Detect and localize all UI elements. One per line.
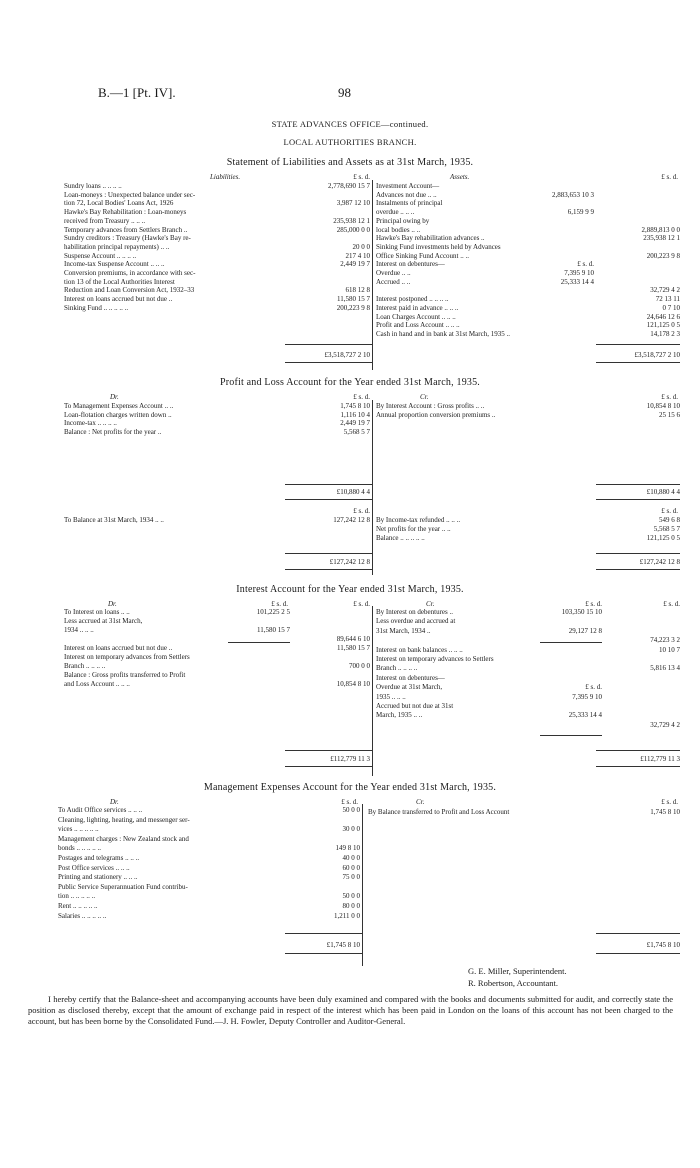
- liability-label: habilitation principal repayments) .. ..: [64, 242, 170, 251]
- pl-debit-amount: 1,116 10 4: [340, 410, 370, 419]
- int-debit-label: Interest on loans accrued but not due ..: [64, 644, 173, 652]
- mgmt-debit-amount: 60 0 0: [342, 863, 360, 872]
- mgmt-debit-amount: 80 0 0: [342, 902, 360, 910]
- liability-amount: 618 12 8: [345, 286, 370, 295]
- page-number: 98: [338, 85, 351, 100]
- pl-rule5: [285, 553, 372, 554]
- int-debit-amount: 89,644 6 10: [336, 635, 370, 643]
- asset-label: Interest postponed .. .. .. ..: [376, 295, 449, 304]
- liability-amount: 217 4 10: [345, 251, 370, 260]
- pl-credit2-amount: 549 6 8: [659, 516, 680, 524]
- int-credit-label: Interest on bank balances .. .. ..: [376, 645, 463, 654]
- int-rule4: [596, 766, 680, 767]
- pl-dr-total: £10,880 4 4: [336, 488, 370, 496]
- pl-dr: Dr.: [110, 393, 119, 401]
- mgmt-debit-amount: 30 0 0: [342, 825, 360, 834]
- pl-cr-total: £10,880 4 4: [646, 488, 680, 496]
- int-rule2: [596, 750, 680, 751]
- mgmt-rule1: [285, 933, 362, 934]
- pl-debit-amount: 1,745 8 10: [340, 402, 370, 410]
- assets-heading: Assets.: [450, 173, 470, 181]
- int-credit-label: 1935 .. .. ..: [376, 692, 406, 701]
- asset-amount: 14,178 2 3: [650, 329, 680, 338]
- int-debit-label: To Interest on loans .. ..: [64, 608, 130, 616]
- int-debit-label: Balance : Gross profits transferred to Profit: [64, 671, 186, 679]
- bs-divider: [372, 180, 373, 370]
- pl-credit2-amount: 5,568 5 7: [653, 525, 680, 533]
- bs-assets-rule2: [596, 362, 680, 363]
- pl-rule3: [285, 499, 372, 500]
- int-cr-subrule2: [540, 735, 602, 736]
- int-debit-label: 1934 .. .. ..: [64, 626, 94, 634]
- liability-label: tion 13 of the Local Authorities Interest: [64, 277, 175, 286]
- int-debit-label: Branch .. .. .. ..: [64, 662, 106, 670]
- int-credit-subamount: 7,395 9 10: [572, 692, 602, 701]
- int-credit-subamount: £ s. d.: [585, 683, 602, 692]
- balance-sheet-title: Statement of Liabilities and Assets as at 31st March, 1935.: [226, 157, 474, 168]
- int-credit-amount: 74,223 3 2: [650, 636, 680, 645]
- int-debit-label: Interest on temporary advances from Settlers: [64, 653, 190, 661]
- liability-label: Suspense Account .. .. .. ..: [64, 251, 137, 260]
- liability-label: Conversion premiums, in accordance with sec-: [64, 269, 196, 277]
- int-cr-lsd2: £ s. d.: [663, 600, 680, 608]
- asset-amount: 32,729 4 2: [650, 286, 680, 295]
- liability-amount: 11,580 15 7: [337, 295, 370, 304]
- asset-amount: 24,646 12 6: [646, 312, 680, 321]
- asset-subamount: 2,883,653 10 3: [552, 190, 594, 199]
- asset-amount: 121,125 0 5: [646, 321, 680, 330]
- int-credit-amount: 32,729 4 2: [650, 720, 680, 729]
- pl-debit2-amount: 127,242 12 8: [333, 516, 370, 524]
- liability-label: Loan-moneys : Unexpected balance under sec-: [64, 190, 196, 199]
- pl-debit-amount: 5,568 5 7: [343, 427, 370, 436]
- pl-rule1: [285, 484, 372, 485]
- int-dr: Dr.: [108, 600, 117, 608]
- int-debit-amount: 10,854 8 10: [336, 680, 370, 688]
- mgmt-dr-total: £1,745 8 10: [326, 941, 360, 949]
- pl-rule8: [596, 569, 680, 570]
- int-dr-lsd2: £ s. d.: [353, 600, 370, 608]
- liability-amount: 2,778,690 15 7: [328, 182, 370, 190]
- mgmt-debit-label: Management charges : New Zealand stock and: [58, 834, 189, 843]
- liability-label: Temporary advances from Settlers Branch ..: [64, 225, 188, 234]
- pl-divider: [372, 400, 373, 575]
- int-debit-amount: 11,580 15 7: [337, 644, 370, 652]
- int-debit-subamount: 101,225 2 5: [256, 608, 290, 616]
- pl-credit-amount: 10,854 8 10: [646, 402, 680, 410]
- int-credit-subamount: 103,350 15 10: [561, 608, 602, 616]
- int-dr-total: £112,779 11 3: [330, 755, 370, 763]
- mgmt-debit-label: Printing and stationery .. .. ..: [58, 873, 138, 882]
- int-credit-label: 31st March, 1934 ..: [376, 626, 431, 635]
- liability-label: received from Treasury .. .. ..: [64, 216, 146, 225]
- mgmt-debit-label: Rent .. .. .. .. ..: [58, 902, 98, 910]
- asset-label: Principal owing by: [376, 216, 430, 225]
- pl-rule4: [596, 499, 680, 500]
- liability-amount: 235,938 12 1: [333, 216, 370, 225]
- asset-label: Loan Charges Account .. .. ..: [376, 312, 456, 321]
- liability-amount: 2,449 19 7: [340, 260, 370, 269]
- asset-amount: 72 13 11: [655, 295, 680, 304]
- pl-debit-amount: 2,449 19 7: [340, 419, 370, 427]
- asset-label: Profit and Loss Account .. .. ..: [376, 321, 460, 330]
- asset-subamount: 25,333 14 4: [560, 277, 594, 286]
- int-cr-total: £112,779 11 3: [640, 755, 680, 763]
- mgmt-debit-label: vices .. .. .. .. ..: [58, 825, 99, 834]
- assets-lsd-heading: £ s. d.: [661, 173, 678, 181]
- mgmt-debit-label: Public Service Superannuation Fund contribu-: [58, 882, 188, 891]
- asset-label: Interest paid in advance .. .. ..: [376, 303, 459, 312]
- int-credit-label: Interest on temporary advances to Settlers: [376, 655, 494, 663]
- mgmt-debit-amount: 149 8 10: [335, 844, 360, 853]
- int-credit-label: Overdue at 31st March,: [376, 683, 443, 692]
- pl-debit-label: Loan-flotation charges written down ..: [64, 410, 172, 419]
- pl-credit-label: By Interest Account : Gross profits .. ..: [376, 402, 485, 410]
- liability-amount: 20 0 0: [352, 242, 370, 251]
- int-credit-label: Branch .. .. .. ..: [376, 664, 418, 673]
- asset-subamount: 7,395 9 10: [564, 269, 594, 277]
- pl-rule7: [285, 569, 372, 570]
- asset-label: Instalments of principal: [376, 199, 443, 208]
- pl-credit2-label: Net profits for the year .. ..: [376, 525, 451, 533]
- asset-amount: 235,938 12 1: [643, 234, 680, 243]
- int-debit-label: and Loss Account .. .. ..: [64, 680, 130, 688]
- mgmt-divider: [362, 804, 363, 966]
- liability-label: Sinking Fund .. .. .. .. ..: [64, 303, 129, 312]
- liabilities-heading: Liabilities.: [210, 173, 241, 181]
- int-debit-subamount: 11,580 15 7: [257, 626, 290, 634]
- pl-credit2-label: By Income-tax refunded .. .. ..: [376, 516, 461, 524]
- int-credit-amount: 10 10 7: [659, 645, 680, 654]
- mgmt-debit-label: tion .. .. .. .. ..: [58, 892, 96, 901]
- int-rule3: [285, 766, 372, 767]
- mgmt-debit-amount: 75 0 0: [342, 873, 360, 882]
- asset-label: Investment Account—: [376, 182, 440, 190]
- int-credit-label: March, 1935 .. ..: [376, 711, 423, 720]
- int-credit-label: Less overdue and accrued at: [376, 617, 456, 626]
- asset-amount: 0 7 10: [662, 303, 680, 312]
- pl-credit-amount: 25 15 6: [659, 410, 680, 419]
- mgmt-debit-label: To Audit Office services .. .. ..: [58, 806, 143, 814]
- pl2-lsd: £ s. d.: [353, 507, 370, 515]
- mgmt-debit-label: Post Office services .. .. ..: [58, 863, 130, 872]
- pl-debit2-label: To Balance at 31st March, 1934 .. ..: [64, 516, 164, 524]
- liability-label: Income-tax Suspense Account .. .. ..: [64, 260, 165, 269]
- asset-label: Sinking Fund investments held by Advances: [376, 242, 501, 251]
- bs-assets-rule: [596, 344, 680, 345]
- mgmt-debit-label: bonds .. .. .. .. ..: [58, 844, 101, 853]
- pl-cr: Cr.: [420, 393, 429, 401]
- interest-title: Interest Account for the Year ended 31st March, 1935.: [236, 584, 464, 595]
- pl-cr2-total: £127,242 12 8: [639, 558, 680, 566]
- mgmt-title: Management Expenses Account for the Year ended 31st March, 1935.: [203, 782, 497, 793]
- pl-rule6: [596, 553, 680, 554]
- mgmt-rule3: [285, 953, 362, 954]
- int-dr-lsd1: £ s. d.: [271, 600, 288, 608]
- asset-label: Interest on debentures—: [376, 260, 445, 269]
- liability-label: Reduction and Loan Conversion Act, 1932–33: [64, 286, 195, 295]
- asset-subamount: 6,159 9 9: [567, 208, 594, 217]
- int-debit-label: Less accrued at 31st March,: [64, 617, 143, 625]
- int-dr-subrule: [228, 642, 290, 643]
- mgmt-debit-label: Cleaning, lighting, heating, and messenger ser-: [58, 815, 190, 824]
- int-cr-lsd1: £ s. d.: [585, 600, 602, 608]
- liability-amount: 3,987 12 10: [336, 199, 370, 208]
- pl-cr-lsd: £ s. d.: [661, 393, 678, 401]
- int-credit-label: Interest on debentures—: [376, 673, 445, 682]
- asset-label: Accrued .. ..: [376, 277, 411, 286]
- int-divider: [372, 606, 373, 776]
- mgmt-debit-label: Salaries .. .. .. .. ..: [58, 911, 107, 920]
- liability-label: Hawke's Bay Rehabilitation : Loan-moneys: [64, 208, 187, 217]
- signature-accountant: R. Robertson, Accountant.: [468, 978, 558, 988]
- asset-label: local bodies .. ..: [376, 225, 421, 234]
- mgmt-credit-label: By Balance transferred to Profit and Loss Account: [368, 808, 510, 816]
- mgmt-debit-amount: 50 0 0: [342, 892, 360, 901]
- mgmt-cr-lsd: £ s. d.: [661, 798, 678, 806]
- pl-rule2: [596, 484, 680, 485]
- int-credit-subamount: 29,127 12 8: [568, 626, 602, 635]
- liability-label: Interest on loans accrued but not due ..: [64, 295, 173, 304]
- assets-total: £3,518,727 2 10: [634, 351, 680, 359]
- mgmt-rule2: [596, 933, 680, 934]
- int-credit-subamount: 25,333 14 4: [568, 711, 602, 720]
- pl-credit2-label: Balance .. .. .. .. ..: [376, 534, 425, 542]
- liability-label: Sundry creditors : Treasury (Hawke's Bay re-: [64, 234, 191, 243]
- asset-label: Office Sinking Fund Account .. ..: [376, 251, 470, 260]
- pl-credit-label: Annual proportion conversion premiums ..: [376, 410, 496, 419]
- signature-superintendent: G. E. Miller, Superintendent.: [468, 966, 567, 976]
- asset-label: Advances not due .. ..: [376, 190, 437, 199]
- liability-amount: 200,223 9 8: [336, 303, 370, 312]
- mgmt-dr-lsd: £ s. d.: [341, 798, 358, 806]
- asset-subamount: £ s. d.: [577, 260, 594, 269]
- pl-dr-lsd: £ s. d.: [353, 393, 370, 401]
- mgmt-debit-amount: 50 0 0: [342, 806, 360, 814]
- int-cr: Cr.: [426, 600, 435, 608]
- branch-title: LOCAL AUTHORITIES BRANCH.: [283, 137, 417, 147]
- mgmt-cr-total: £1,745 8 10: [646, 941, 680, 949]
- pl-dr2-total: £127,242 12 8: [329, 558, 370, 566]
- pl-credit2-amount: 121,125 0 5: [646, 534, 680, 542]
- mgmt-dr: Dr.: [110, 798, 119, 806]
- asset-label: overdue .. .. ..: [376, 208, 415, 217]
- asset-label: Overdue .. ..: [376, 269, 411, 277]
- mgmt-credit-amount: 1,745 8 10: [650, 808, 680, 816]
- liab-total: £3,518,727 2 10: [324, 351, 370, 359]
- asset-amount: 200,223 9 8: [646, 251, 680, 260]
- int-rule1: [285, 750, 372, 751]
- asset-amount: 2,889,813 0 0: [641, 225, 680, 234]
- mgmt-rule4: [596, 953, 680, 954]
- bs-liab-rule2: [285, 362, 372, 363]
- mgmt-cr: Cr.: [416, 798, 425, 806]
- int-credit-label: By Interest on debentures ..: [376, 608, 453, 616]
- liability-amount: 285,000 0 0: [336, 225, 370, 234]
- pl2-cr-lsd: £ s. d.: [661, 507, 678, 515]
- mgmt-debit-amount: 1,211 0 0: [334, 911, 360, 920]
- int-credit-label: Accrued but not due at 31st: [376, 702, 454, 710]
- office-title: STATE ADVANCES OFFICE—continued.: [271, 119, 429, 129]
- bs-liab-rule: [285, 344, 372, 345]
- liability-label: Sundry loans .. .. .. ..: [64, 182, 122, 190]
- pl-debit-label: To Management Expenses Account .. ..: [64, 402, 174, 410]
- audit-certificate: I hereby certify that the Balance-sheet and accompanying accounts have been duly examined and compared with the books and documents submitted for audit, and correctly state the position as disclosed thereby, except that the amount of exchange paid in respect of the interest which has been paid in London on the loans of this account has not been charged to the account, but has been borne by the Consolidated Fund.—J. H. Fowler, Deputy Controller and Auditor-General.: [28, 994, 673, 1026]
- pl-title: Profit and Loss Account for the Year ended 31st March, 1935.: [219, 377, 480, 388]
- mgmt-debit-label: Postages and telegrams .. .. ..: [58, 854, 140, 862]
- int-credit-amount: 5,816 13 4: [650, 664, 680, 673]
- mgmt-debit-amount: 40 0 0: [342, 854, 360, 862]
- liab-lsd-heading: £ s. d.: [353, 173, 370, 181]
- pl-debit-label: Balance : Net profits for the year ..: [64, 427, 162, 436]
- asset-label: Cash in hand and in bank at 31st March, 1935 ..: [376, 329, 510, 338]
- pl-debit-label: Income-tax .. .. .. ..: [64, 419, 117, 427]
- liability-label: tion 72, Local Bodies' Loans Act, 1926: [64, 199, 174, 208]
- page-header-left: B.—1 [Pt. IV].: [98, 85, 176, 100]
- int-debit-amount: 700 0 0: [349, 662, 370, 670]
- asset-label: Hawke's Bay rehabilitation advances ..: [376, 234, 485, 243]
- int-cr-subrule: [540, 642, 602, 643]
